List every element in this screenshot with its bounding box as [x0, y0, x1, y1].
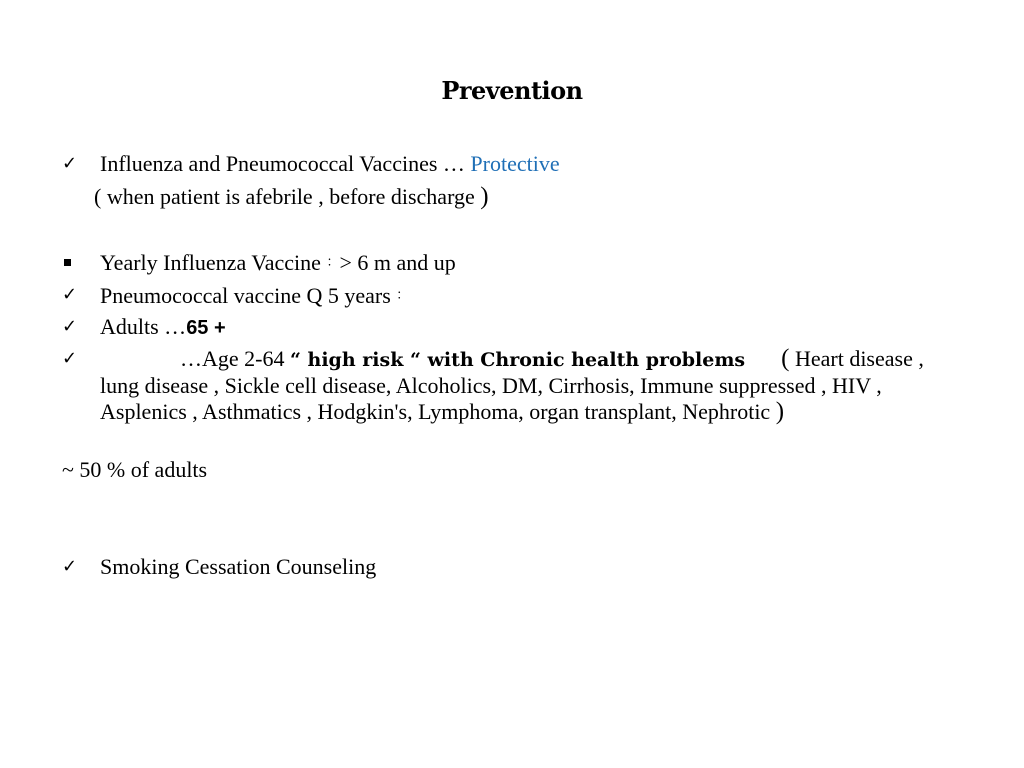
bullet-vaccines [100, 151, 560, 177]
bullet-high-risk [100, 346, 960, 425]
bullet-vaccines-text: Influenza and Pneumococcal Vaccines … [100, 151, 471, 176]
high-risk-label: “ high risk “ with Chronic health problems [289, 349, 746, 371]
vaccine-timing-note [94, 184, 489, 210]
slide-title: Prevention [441, 76, 583, 105]
yearly-influenza-rest: > 6 m and up [339, 250, 456, 275]
square-bullet-icon [64, 259, 71, 266]
adults-age-value: 65 + [186, 317, 226, 339]
high-risk-lead: …Age 2-64 [180, 346, 290, 371]
bullet-adults [100, 314, 226, 341]
pneumococcal-text: Pneumococcal vaccine Q 5 years [100, 283, 397, 308]
vaccine-timing-text: ( when patient is afebrile , before discharge [94, 184, 481, 209]
high-risk-paren-open: ( [781, 345, 790, 372]
check-icon: ✓ [62, 348, 78, 369]
adults-text: Adults … [100, 314, 187, 339]
bullet-yearly-influenza [100, 249, 456, 276]
check-icon: ✓ [62, 284, 78, 305]
high-risk-paren-close: ) [775, 398, 785, 425]
check-icon: ✓ [62, 316, 78, 337]
pneumococcal-sep: ： [396, 287, 410, 302]
high-risk-detail: Heart disease , lung disease , Sickle cell disease, Alcoholics, DM, Cirrhosis, Immune suppressed , HIV , Asplenics , Asthmatics , Hodgkin's, Lymphoma, organ transplant, Nephrotic [100, 346, 924, 424]
bullet-smoking-cessation: Smoking Cessation Counseling [100, 554, 377, 579]
protective-highlight: Protective [470, 151, 560, 176]
yearly-influenza-sep: ： [326, 254, 340, 269]
vaccine-timing-close: ) [480, 183, 489, 210]
bullet-pneumococcal [100, 282, 409, 309]
check-icon: ✓ [62, 153, 78, 174]
yearly-influenza-text: Yearly Influenza Vaccine [100, 250, 327, 275]
approx-adults-line: ~ 50 % of adults [62, 457, 208, 482]
check-icon: ✓ [62, 556, 78, 577]
